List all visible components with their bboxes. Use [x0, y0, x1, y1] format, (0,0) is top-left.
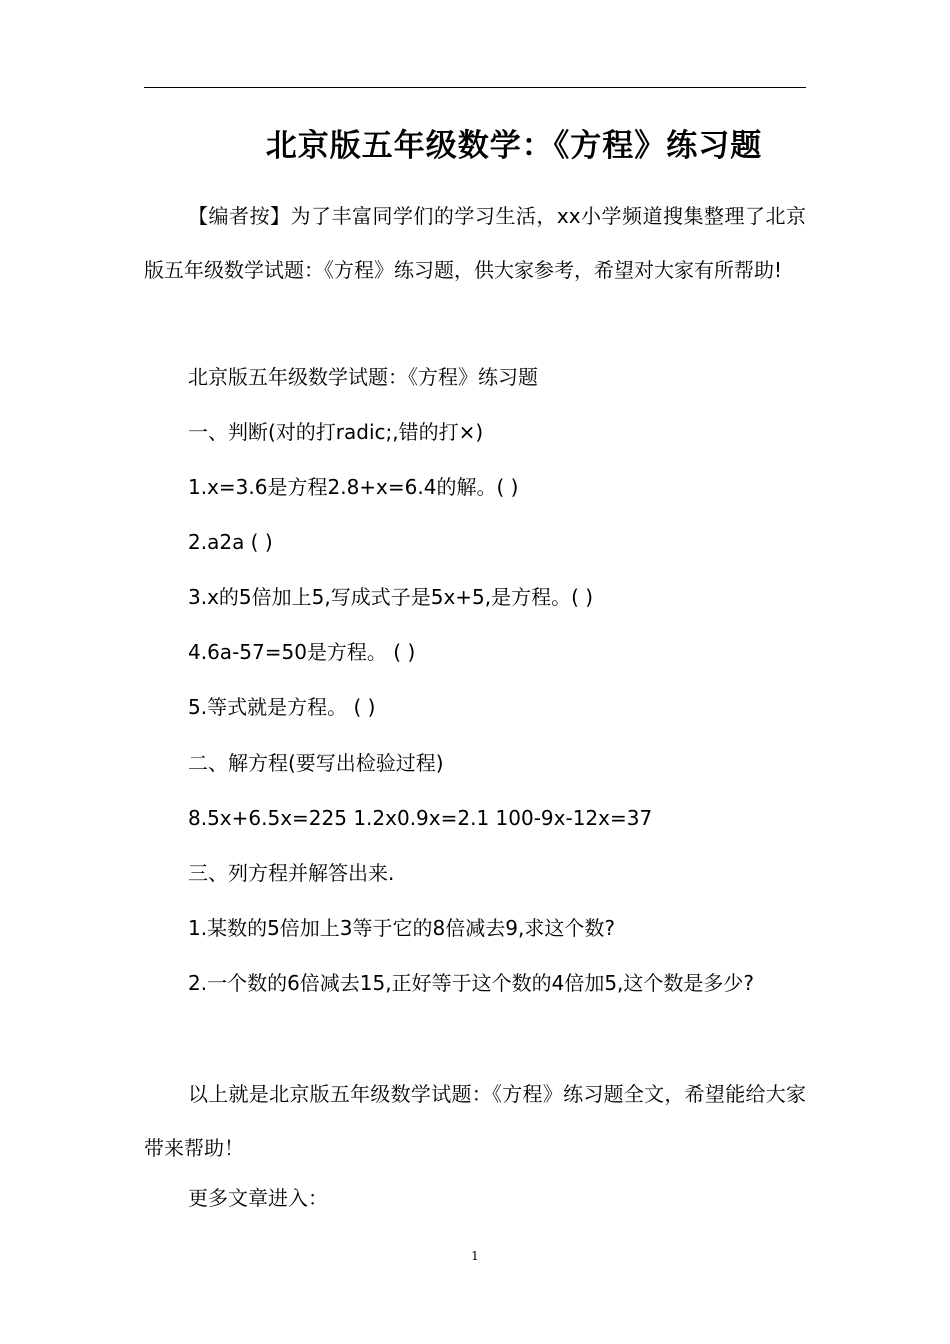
judge-item-4: 4.6a-57=50是方程。 ( ) [188, 640, 416, 664]
closing-paragraph: 以上就是北京版五年级数学试题：《方程》练习题全文，希望能给大家带来帮助！ [144, 1082, 806, 1160]
page-number: 1 [471, 1249, 479, 1263]
word-problem-2: 2.一个数的6倍减去15,正好等于这个数的4倍加5,这个数是多少? [188, 971, 755, 995]
section-3-heading: 三、列方程并解答出来. [188, 861, 395, 885]
judge-item-5: 5.等式就是方程。 ( ) [188, 695, 376, 719]
judge-item-2: 2.a2a ( ) [188, 530, 273, 554]
section-1-heading: 一、判断(对的打radic;,错的打×) [188, 420, 484, 444]
more-articles-label: 更多文章进入： [188, 1186, 328, 1210]
section-2-heading: 二、解方程(要写出检验过程) [188, 751, 444, 775]
equations-line: 8.5x+6.5x=225 1.2x0.9x=2.1 100-9x-12x=37 [188, 806, 653, 830]
header-rule [144, 87, 806, 88]
word-problem-1: 1.某数的5倍加上3等于它的8倍减去9,求这个数? [188, 916, 615, 940]
judge-item-3: 3.x的5倍加上5,写成式子是5x+5,是方程。( ) [188, 585, 594, 609]
intro-paragraph: 【编者按】为了丰富同学们的学习生活，xx小学频道搜集整理了北京版五年级数学试题：《方程》练习题，供大家参考，希望对大家有所帮助! [144, 204, 806, 282]
subtitle: 北京版五年级数学试题：《方程》练习题 [188, 365, 538, 389]
document-title: 北京版五年级数学：《方程》练习题 [265, 128, 763, 164]
judge-item-1: 1.x=3.6是方程2.8+x=6.4的解。( ) [188, 475, 519, 499]
